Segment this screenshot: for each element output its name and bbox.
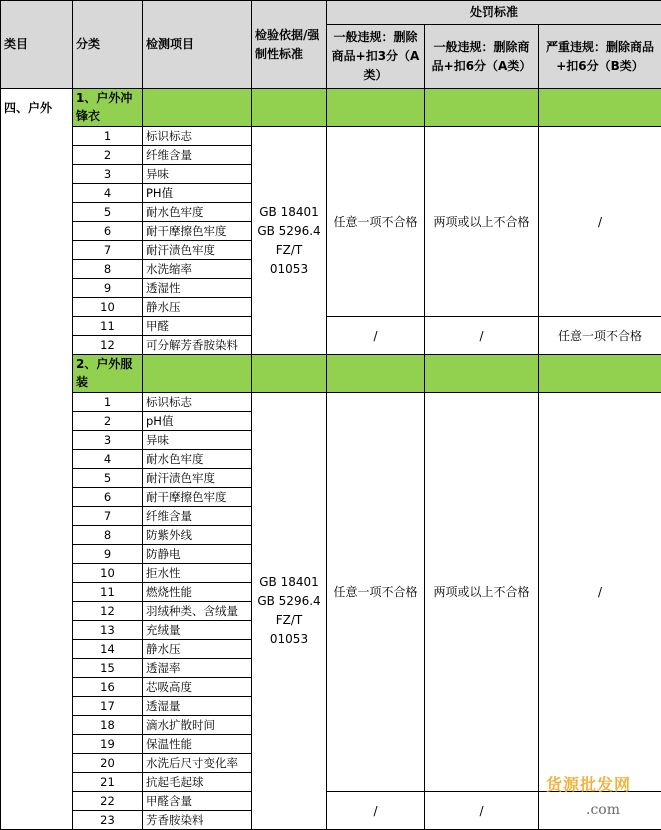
section2-title-filler	[252, 355, 327, 393]
item-number: 15	[73, 659, 143, 678]
item-number: 7	[73, 507, 143, 526]
item-name: 标识标志	[143, 393, 252, 412]
item-number: 5	[73, 469, 143, 488]
item-name: 甲醛	[143, 317, 252, 336]
section2-basis: GB 18401 GB 5296.4 FZ/T 01053	[252, 393, 327, 830]
table-row	[1, 127, 661, 146]
item-number: 2	[73, 146, 143, 165]
section2-title-filler	[327, 355, 425, 393]
header-category: 类目	[1, 1, 73, 89]
header-penalty-a3: 一般违规：删除商品+扣3分（A类）	[327, 25, 425, 89]
section1-title-filler	[425, 89, 539, 127]
item-name: 耐汗渍色牢度	[143, 241, 252, 260]
item-number: 4	[73, 450, 143, 469]
section2-penalty-a3: 任意一项不合格	[327, 393, 425, 792]
section2-title-filler	[539, 355, 661, 393]
item-name: 异味	[143, 431, 252, 450]
item-name: 静水压	[143, 640, 252, 659]
section2-title-filler	[425, 355, 539, 393]
item-name: 耐干摩擦色牢度	[143, 222, 252, 241]
watermark-top: 货源批发网	[546, 775, 632, 794]
section1-penalty-a6: 两项或以上不合格	[425, 127, 539, 317]
section1-penalty2-b6: 任意一项不合格	[539, 317, 661, 355]
item-name: 芳香胺染料	[143, 811, 252, 830]
section1-penalty2-a6: /	[425, 317, 539, 355]
section2-penalty-b6: /	[539, 393, 661, 792]
item-number: 2	[73, 412, 143, 431]
item-name: 防静电	[143, 545, 252, 564]
section1-title-filler	[252, 89, 327, 127]
item-number: 9	[73, 279, 143, 298]
section2-title-filler	[143, 355, 252, 393]
item-name: 拒水性	[143, 564, 252, 583]
item-number: 12	[73, 602, 143, 621]
table-row	[1, 317, 661, 336]
section1-title-filler	[327, 89, 425, 127]
item-name: 水洗后尺寸变化率	[143, 754, 252, 773]
category-cell: 四、户外	[1, 89, 73, 830]
item-number: 1	[73, 127, 143, 146]
item-name: 标识标志	[143, 127, 252, 146]
item-number: 1	[73, 393, 143, 412]
item-name: 透湿性	[143, 279, 252, 298]
item-number: 12	[73, 336, 143, 355]
item-name: 耐汗渍色牢度	[143, 469, 252, 488]
item-number: 14	[73, 640, 143, 659]
item-name: 水洗缩率	[143, 260, 252, 279]
item-name: 滴水扩散时间	[143, 716, 252, 735]
watermark	[546, 772, 656, 828]
section1-title-filler	[539, 89, 661, 127]
item-name: 纤维含量	[143, 507, 252, 526]
item-number: 11	[73, 317, 143, 336]
item-number: 3	[73, 165, 143, 184]
section2-penalty-a6: 两项或以上不合格	[425, 393, 539, 792]
item-name: 抗起毛起球	[143, 773, 252, 792]
item-name: pH值	[143, 412, 252, 431]
header-penalty-b6: 严重违规：删除商品+扣6分（B类）	[539, 25, 661, 89]
item-number: 20	[73, 754, 143, 773]
item-name: 透湿率	[143, 659, 252, 678]
item-number: 6	[73, 488, 143, 507]
item-name: 耐水色牢度	[143, 450, 252, 469]
item-name: 纤维含量	[143, 146, 252, 165]
item-number: 11	[73, 583, 143, 602]
item-name: 保温性能	[143, 735, 252, 754]
section1-penalty-b6: /	[539, 127, 661, 317]
item-number: 19	[73, 735, 143, 754]
header-item: 检测项目	[143, 1, 252, 89]
item-name: 可分解芳香胺染料	[143, 336, 252, 355]
item-number: 4	[73, 184, 143, 203]
item-name: 透湿量	[143, 697, 252, 716]
header-penalty-a6: 一般违规：删除商品+扣6分（A类）	[425, 25, 539, 89]
item-number: 9	[73, 545, 143, 564]
item-number: 18	[73, 716, 143, 735]
item-number: 22	[73, 792, 143, 811]
item-name: 异味	[143, 165, 252, 184]
item-name: 耐水色牢度	[143, 203, 252, 222]
watermark-bottom: .com	[586, 802, 620, 818]
item-number: 21	[73, 773, 143, 792]
item-name: 芯吸高度	[143, 678, 252, 697]
item-number: 10	[73, 564, 143, 583]
header-class: 分类	[73, 1, 143, 89]
item-number: 23	[73, 811, 143, 830]
section1-basis: GB 18401 GB 5296.4 FZ/T 01053	[252, 127, 327, 355]
item-number: 13	[73, 621, 143, 640]
header-basis: 检验依据/强制性标准	[252, 1, 327, 89]
item-name: 静水压	[143, 298, 252, 317]
section1-title: 1、户外冲锋衣	[73, 89, 143, 127]
item-name: 羽绒种类、含绒量	[143, 602, 252, 621]
section2-penalty2-a6: /	[425, 792, 539, 830]
item-name: 防紫外线	[143, 526, 252, 545]
section1-penalty2-a3: /	[327, 317, 425, 355]
item-name: 充绒量	[143, 621, 252, 640]
item-number: 3	[73, 431, 143, 450]
table-row	[1, 393, 661, 412]
item-number: 7	[73, 241, 143, 260]
item-number: 5	[73, 203, 143, 222]
item-number: 10	[73, 298, 143, 317]
item-name: 燃烧性能	[143, 583, 252, 602]
section2-penalty2-a3: /	[327, 792, 425, 830]
section2-title: 2、户外服装	[73, 355, 143, 393]
header-penalty-group: 处罚标准	[327, 1, 661, 25]
item-number: 8	[73, 260, 143, 279]
section1-title-filler	[143, 89, 252, 127]
section1-penalty-a3: 任意一项不合格	[327, 127, 425, 317]
item-name: 耐干摩擦色牢度	[143, 488, 252, 507]
item-name: 甲醛含量	[143, 792, 252, 811]
item-name: PH值	[143, 184, 252, 203]
item-number: 16	[73, 678, 143, 697]
item-number: 8	[73, 526, 143, 545]
item-number: 17	[73, 697, 143, 716]
item-number: 6	[73, 222, 143, 241]
